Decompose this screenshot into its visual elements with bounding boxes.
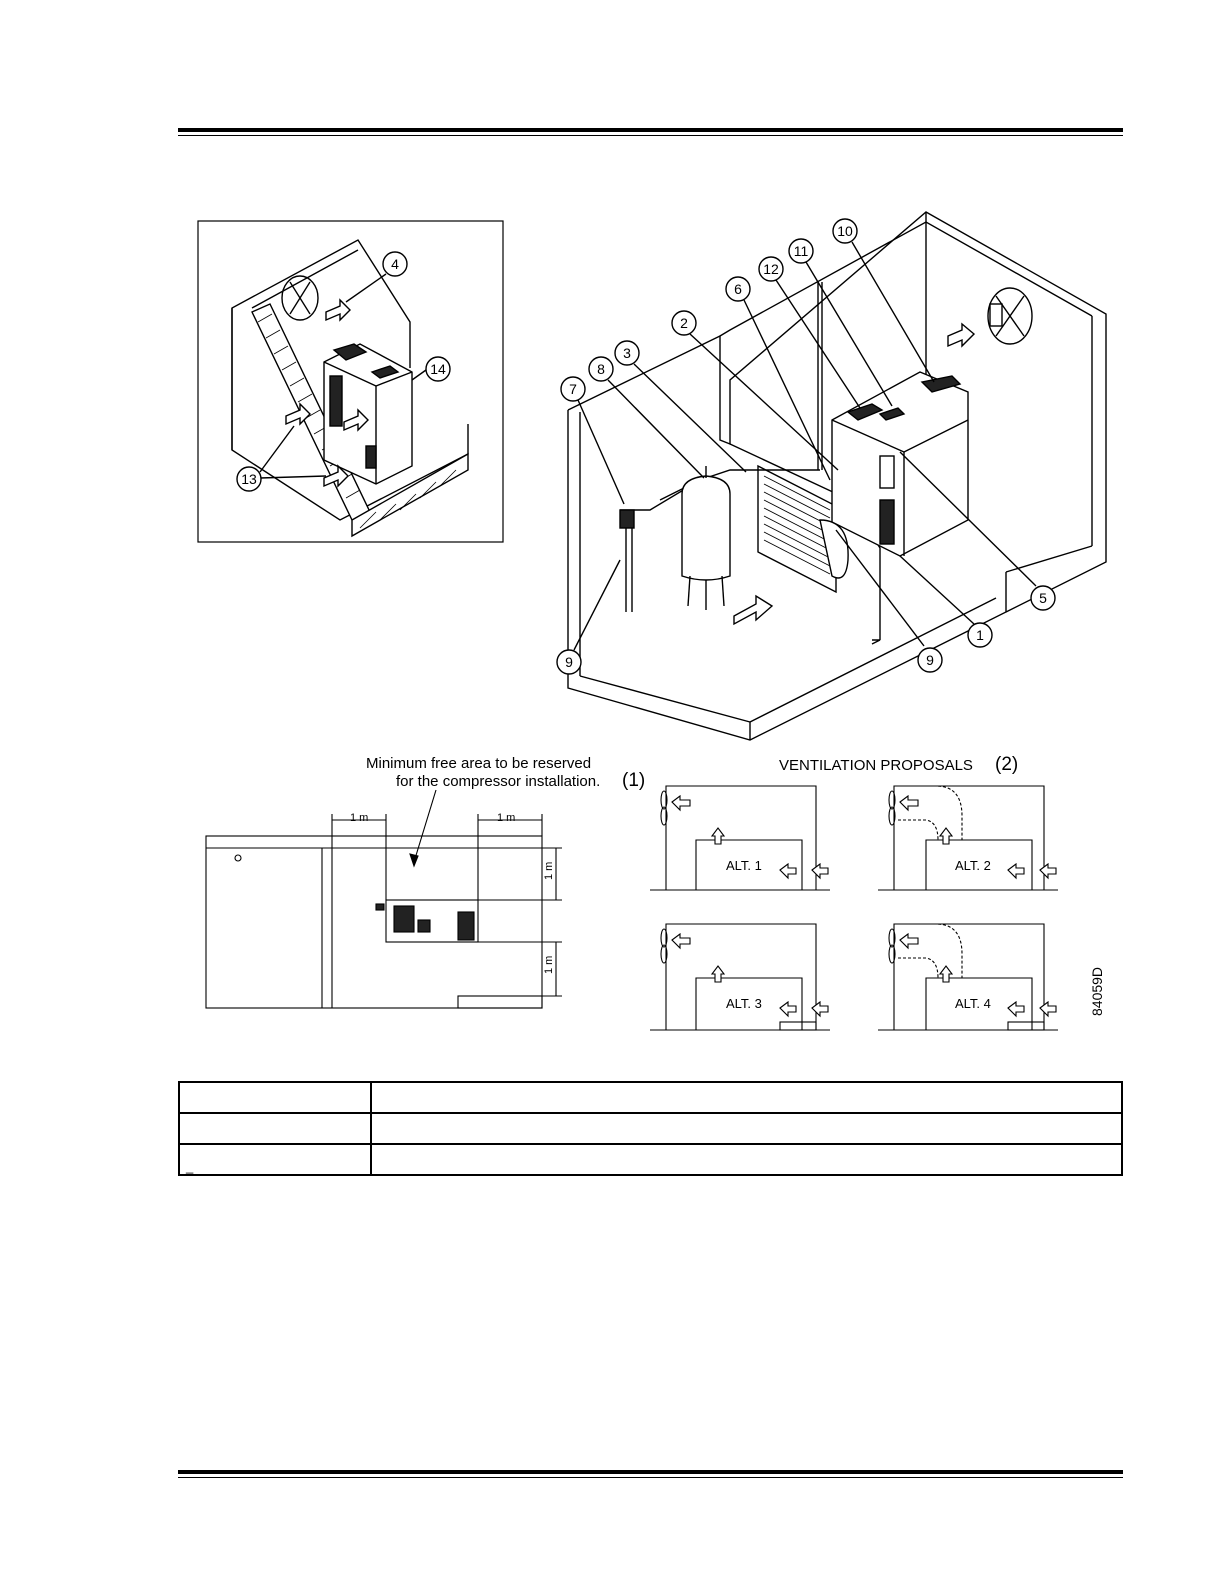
callout-10: 10 (837, 223, 853, 239)
min-area-line2: for the compressor installation. (396, 773, 601, 790)
ventilation-alt1 (650, 786, 830, 890)
figure-id: 84059D (1089, 966, 1105, 1016)
callout-2: 2 (680, 315, 688, 331)
table-cell (179, 1082, 371, 1113)
main-room-diagram (568, 212, 1106, 740)
callout-14: 14 (430, 361, 446, 377)
alt1-label: ALT. 1 (726, 858, 762, 873)
callout-3: 3 (623, 345, 631, 361)
ventilation-ref: (2) (995, 754, 1019, 775)
callout-7: 7 (569, 381, 577, 397)
ventilation-alt3 (650, 924, 830, 1030)
callout-11: 11 (793, 243, 809, 259)
callout-4: 4 (391, 256, 399, 272)
alt3-label: ALT. 3 (726, 996, 762, 1011)
ventilation-title: VENTILATION PROPOSALS (779, 757, 973, 774)
callout-9-right: 9 (926, 652, 934, 668)
min-area-ref: (1) (622, 770, 646, 791)
legend-table (178, 1081, 1123, 1176)
ventilation-alt4 (878, 924, 1058, 1030)
table-cell (179, 1113, 371, 1144)
callout-6: 6 (734, 281, 742, 297)
table-row (179, 1144, 1122, 1175)
dim-side-top: 1 m (543, 861, 555, 880)
footer-rule (178, 1470, 1123, 1478)
callout-9-left: 9 (565, 654, 573, 670)
dim-side-bottom: 1 m (543, 955, 555, 974)
dim-top-right: 1 m (497, 812, 516, 824)
dim-top-left: 1 m (350, 812, 369, 824)
alt2-label: ALT. 2 (955, 858, 991, 873)
table-row (179, 1113, 1122, 1144)
min-area-line1: Minimum free area to be reserved (366, 755, 592, 772)
callout-1: 1 (976, 627, 984, 643)
table-cell: _ (179, 1144, 371, 1175)
table-cell (371, 1113, 1122, 1144)
inset-diagram (198, 221, 503, 542)
callout-13: 13 (241, 471, 257, 487)
callout-5: 5 (1039, 590, 1047, 606)
alt4-label: ALT. 4 (955, 996, 991, 1011)
table-row (179, 1082, 1122, 1113)
callout-12: 12 (763, 261, 779, 277)
table-cell (371, 1144, 1122, 1175)
callout-8: 8 (597, 361, 605, 377)
table-cell (371, 1082, 1122, 1113)
ventilation-alt2 (878, 786, 1058, 890)
